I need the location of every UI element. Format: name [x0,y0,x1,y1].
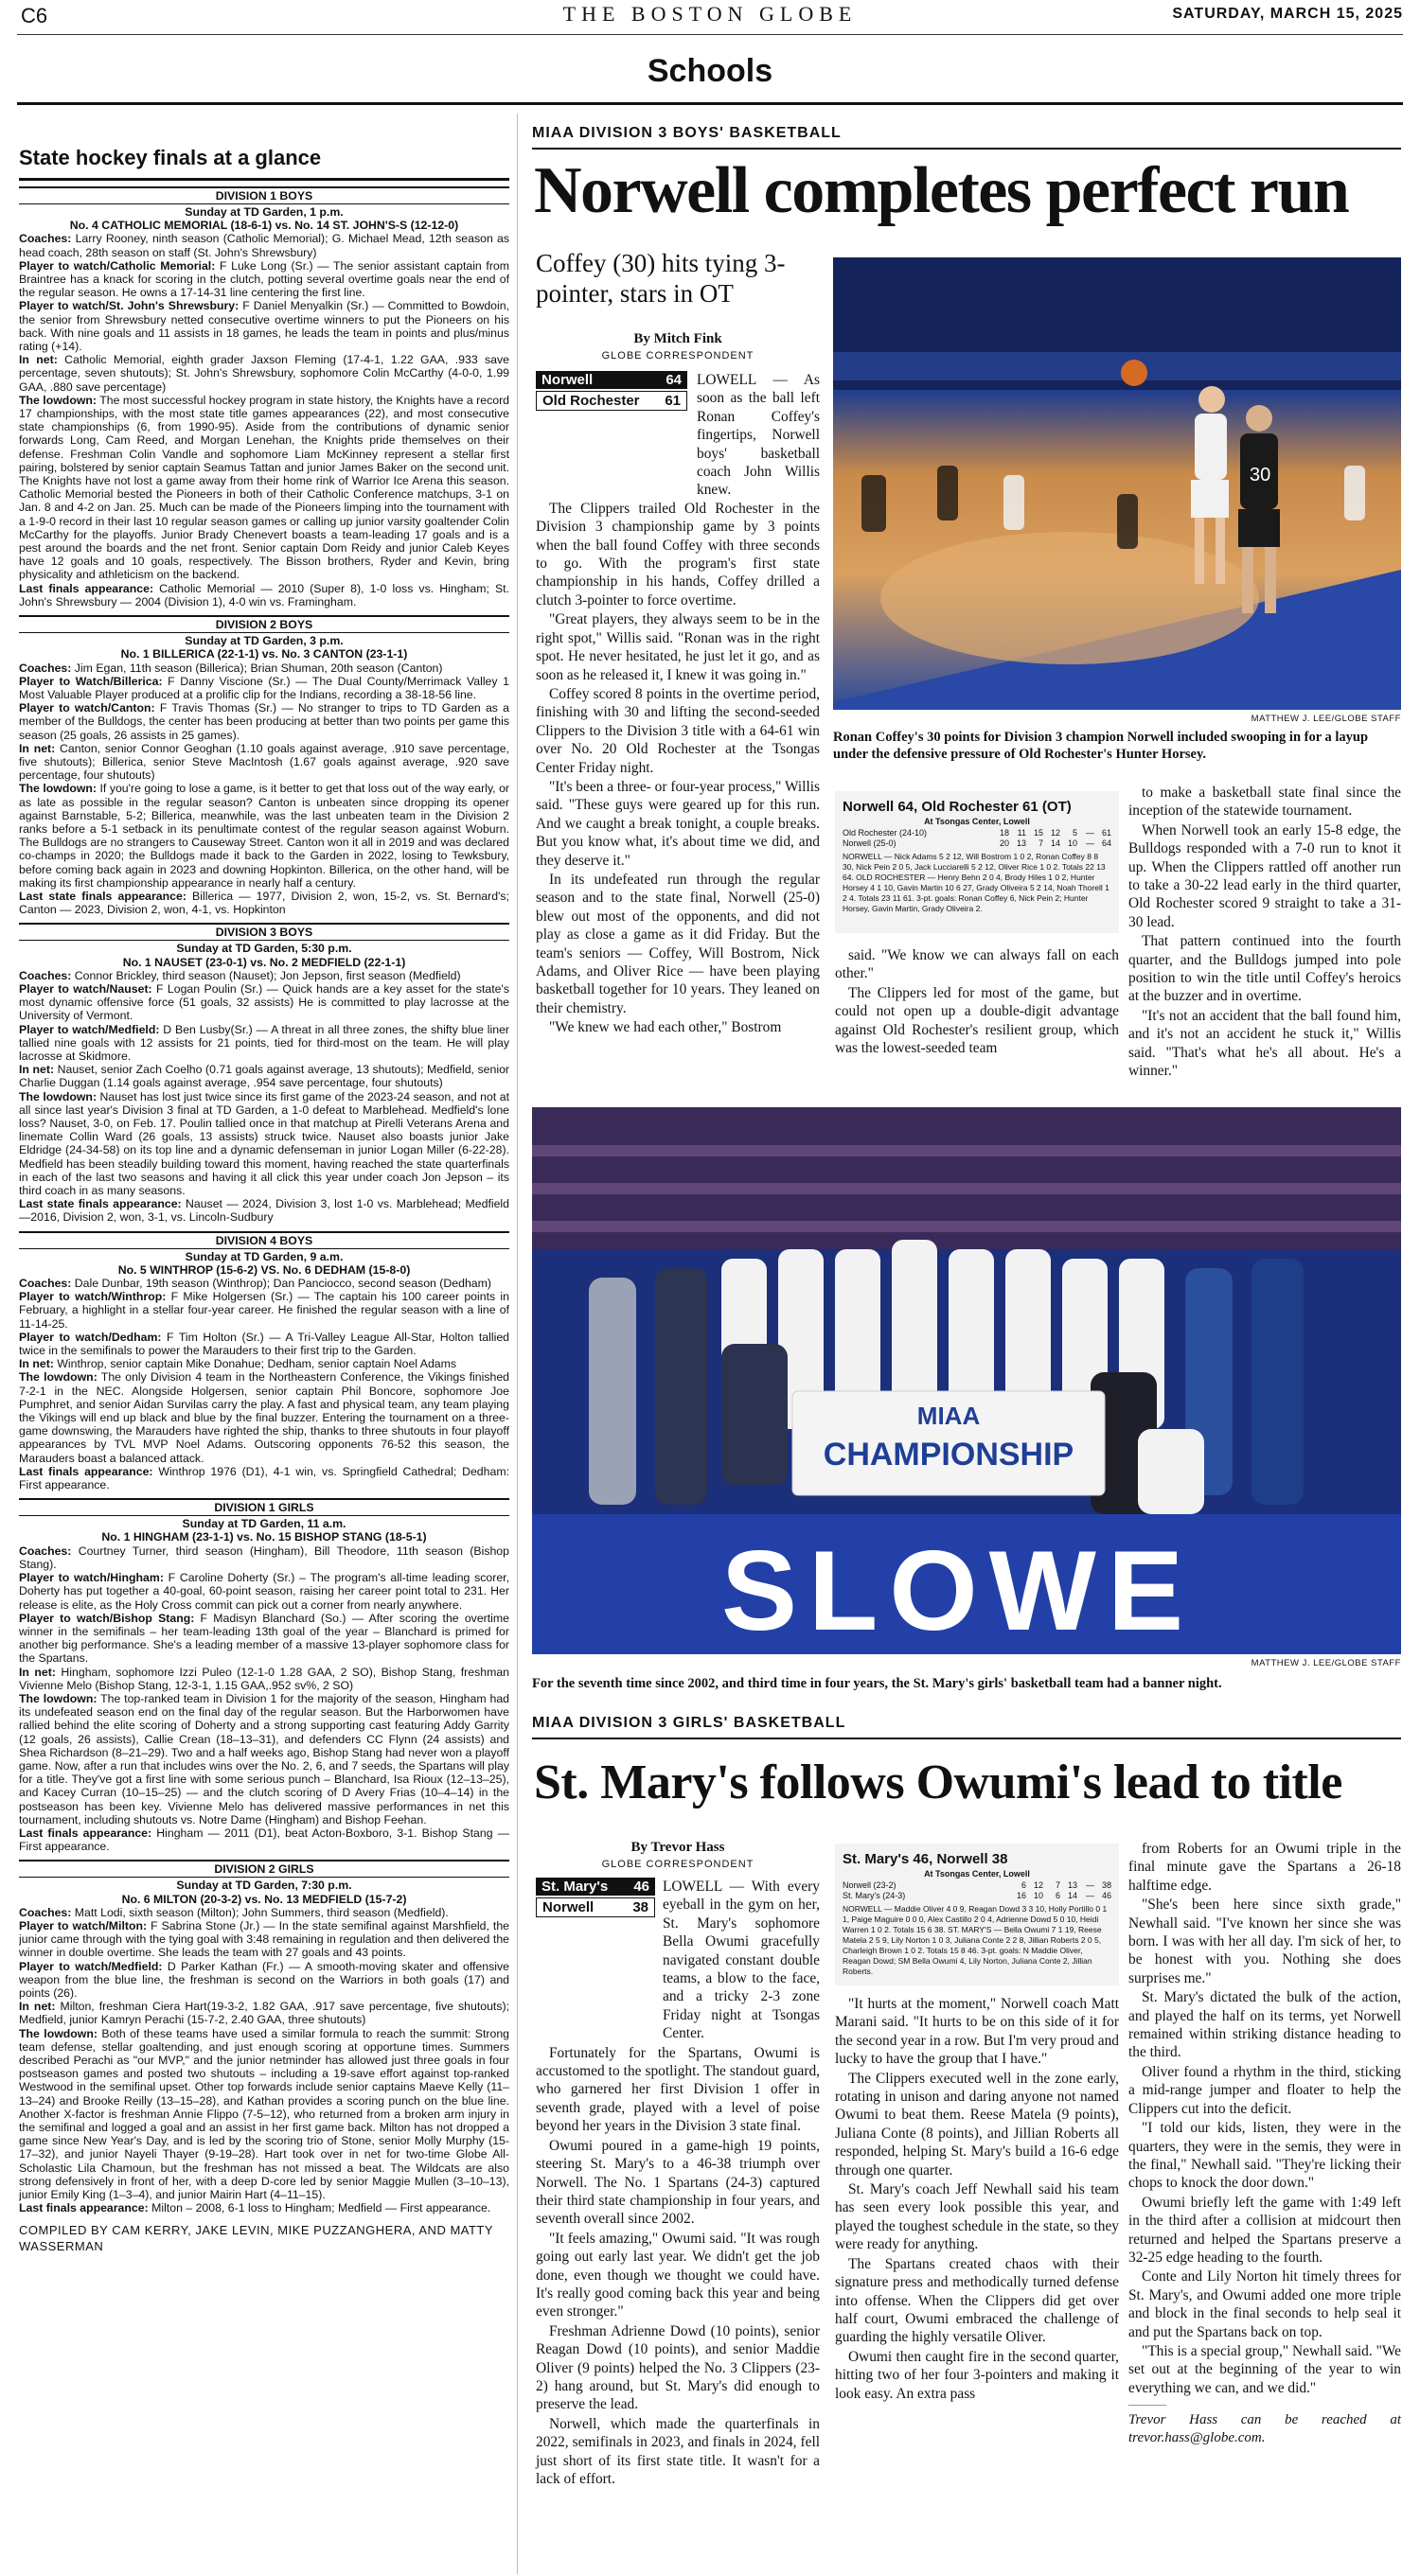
body-paragraph: Fortunately for the Spartans, Owumi is accustomed to the spotlight. The standout guard, who garnered her first Division 1 offer in seventh grade, played with a level of poise beyond her years in the Division 3 state final. [536,2044,820,2135]
box-cell: Norwell (23-2) [843,1880,896,1890]
girls-kicker: MIAA DIVISION 3 GIRLS' BASKETBALL [532,1715,846,1731]
paragraph-label: The lowdown: [19,1691,98,1705]
box-title: St. Mary's 46, Norwell 38 [843,1851,1008,1867]
box-cell: 61 [1101,828,1111,838]
box-cell: — [1086,828,1094,838]
box-location: At Tsongas Center, Lowell [924,817,1030,826]
paragraph-text: Billerica — 1977, Division 2, won, 15-2, vs. St. Bernard's; Canton — 2023, Division 2, won, 4-1, vs. Hopkinton [19,889,509,917]
body-paragraph: St. Mary's dictated the bulk of the action, and played the half on its terms, yet Norwell remained within striking distance heading to the third. [1128,1989,1401,2061]
box-cell: 6 [1021,1880,1026,1890]
paragraph-label: Player to watch/Dedham: [19,1330,162,1344]
division-paragraph [19,394,509,582]
box-notes: NORWELL — Nick Adams 5 2 12, Will Bostrom 1 0 2, Ronan Coffey 8 8 30, Nick Pein 2 0 5, Jack Lucciarelli 5 2 12, Oliver Rice 1 0 2. Totals 22 13 64. OLD ROCHESTER — Henry Behn 2 0 4, Brody Hiles 1 0 2, Hunter Horsey 4 1 10, Gavin Martin 10 6 27, Grady Oliveira 5 2 14, Noah Thorell 1 2 4. Totals 23 11 61. 3-pt. goals: Ronan Coffey 6, Nick Pein 2; Hunter Horsey, Gavin Martin, Grady Oliveira 2. [843,852,1109,913]
box-cell: 38 [1101,1880,1111,1890]
body-paragraph: In its undefeated run through the regular season and to the state final, Norwell (25-0) blew out most of the opponents, and did not play as close a game as it did Friday. But the team's seniors — Coffey, Will Bostrom, Nick Adams, and Oliver Rice — have been playing basketball together for 10 years. They leaned on their chemistry. [536,871,820,1016]
paragraph-text: F Daniel Menyalkin (Sr.) — Committed to Bowdoin, the senior from Shrewsbury netted consecutive overtime winners to put the Pioneers on his back. With nine goals and 11 assists in 18 games, he leads the team in points and plus/minus rating (+14). [19,299,509,354]
division-header: DIVISION 1 BOYS [19,186,509,204]
division-paragraph [19,2000,509,2026]
paragraph-label: Player to watch/Winthrop: [19,1290,167,1304]
division-paragraph [19,1960,509,2001]
paragraph-label: Player to watch/Medfield: [19,1022,160,1036]
score-row-winner: Norwell 64 [536,371,687,389]
box-cell: 10 [1067,838,1077,848]
body-paragraph: Owumi briefly left the game with 1:49 left in the third after a collision at midcourt then returned and helped the Spartans preserve a 32-25 edge heading to the fourth. [1128,2194,1401,2266]
division-paragraph [19,1692,509,1826]
box-cell: 12 [1033,1880,1043,1890]
hockey-title: State hockey finals at a glance [19,142,509,181]
team-photo-caption: For the seventh time since 2002, and third time in four years, the St. Mary's girls' basketball team had a banner night. [532,1676,1222,1691]
matchup: No. 1 BILLERICA (22-1-1) vs. No. 3 CANTON (23-1-1) [120,647,408,662]
body-paragraph: The Clippers led for most of the game, but could not open up a double-digit advantage against Old Rochester's resilient group, which was the lowest-seeded team [835,984,1119,1057]
paragraph-text: Catholic Memorial — 2010 (Super 8), 1-0 loss vs. Hingham; St. John's Shrewsbury — 2004 (Division 1), 4-0 win vs. Framingham. [19,581,509,609]
body-paragraph: "It feels amazing," Owumi said. "It was rough going out early last year. We didn't get the job done, even though we thought we could have. It's really good coming back this year and being even stronger." [536,2230,820,2320]
box-cell: — [1086,1880,1094,1890]
boys-box-score [835,791,1119,933]
paragraph-label: The lowdown: [19,1370,98,1385]
box-cell: 5 [1072,828,1077,838]
box-title: Norwell 64, Old Rochester 61 (OT) [843,799,1072,815]
body-paragraph: The Clippers trailed Old Rochester in the Division 3 championship game by 3 points when the ball found Coffey with three seconds to go. With the program's first state championship in his hands, Coffey drilled a clutch 3-pointer to force overtime. [536,500,820,609]
paragraph-text: Nauset — 2024, Division 3, lost 1-0 vs. Marblehead; Medfield —2016, Division 2, won, 3-1, vs. Lincoln-Sudbury [19,1197,509,1225]
boys-photo-credit: MATTHEW J. LEE/GLOBE STAFF [1251,714,1401,724]
division-paragraph [19,582,509,609]
division-header: DIVISION 3 BOYS [19,923,509,941]
box-line [843,838,1111,849]
division-paragraph [19,742,509,783]
division-header: DIVISION 2 BOYS [19,615,509,633]
game-time: Sunday at TD Garden, 1 p.m. [185,205,344,219]
division-paragraph [19,1357,509,1370]
girls-headline: St. Mary's follows Owumi's lead to title [534,1756,1342,1809]
boys-byline-role: GLOBE CORRESPONDENT [601,350,754,362]
box-cell: — [1086,1891,1094,1900]
box-line [843,828,1111,838]
box-cell: 20 [999,838,1009,848]
paragraph-label: The lowdown: [19,393,97,407]
girls-kicker-rule [532,1738,1401,1739]
paragraph-text: The top-ranked team in Division 1 for the majority of the season, Hingham had its undefeated season end on the final day of the regular season. But the Harborwomen have rallied behind the elite scoring of Doherty and a strong supporting cast featuring Addy Garrity (12 goals, 26 assists), Callie Crean (18–13–31), and defenders CC Flynn (24 assists) and Shea Richardson (8–21–29). Two and a half weeks ago, Bishop Stang had never won a playoff game. Now, after a run that includes wins over the No. 2, 6, and 7 seeds, the Spartans will play for a title. They've got a first line with some serious punch – Blanchard, Isa Rioux (12–13–25), and Kacey Curran (10–15–25) — and the clutch scoring of D Avery Frias (10–4–14) in the postseason has been key. Vivienne Melo has delivered massive performances in net this tournament, including shutouts vs. Notre Dame (Hingham) and Bishop Feehan. [19,1691,509,1826]
body-paragraph: "I told our kids, listen, they were in the quarters, they were in the semis, they were in the final," Newhall said. "They're licking their chops to knock the door down." [1128,2120,1401,2192]
division-block [19,186,509,609]
division-header: DIVISION 4 BOYS [19,1231,509,1249]
paragraph-text: Nauset has lost just twice since its first game of the 2023-24 season, and not at all since last year's Division 3 final at TD Garden, a 1-0 defeat to Marblehead. Medfield's lone loss? Nauset, 3-0, on Feb. 17. Poulin tallied once in that matchup at Pirelli Veterans Arena and linemate Collin Ward (26 goals, 13 assists) struck twice. Nauset also boasts junior Jake Eldridge (24-34-58) on its top line and a dynamic defenseman in junior Logan Miller (6-22-28). Medfield has been steadily building toward this moment, having reached the state quarterfinals in each of the last two seasons and having it all click this year under coach Jon Jepson – its third coach in as many seasons. [19,1089,509,1198]
division-paragraph [19,2027,509,2202]
box-cell: 10 [1033,1891,1043,1900]
paragraph-text: Matt Lodi, sixth season (Milton); John Summers, third season (Medfield). [71,1905,449,1919]
paragraph-label: Last finals appearance: [19,581,154,595]
paragraph-text: Both of these teams have used a similar formula to reach the summit: Strong team defense, stellar goaltending, and just enough scoring at opportune times. Summers described Perachi as "our MVP," and the junior netminder has allowed just three goals in four postseason games and posted two shutouts – including a 19-save effort against top-ranked Westwood in the semifinal upset. Other top forwards include senior captains Maeve Kelly (11–13–24) and Brooke Reilly (13–15–28), and Kathan provides a scoring punch on the blue line. Another X-factor is freshman Annie Flippo (7-5–12), who returned from a broken arm injury in the semifinal and logged a goal and an assist in her first game back. Milton has not dropped a game since New Year's Day, and is led by the scoring trio of Stone, senior Molly Murphy (15-17–32), and junior Nayeli Thayer (9-19–28). Hart took over in net for two-time Globe All-Scholastic Lila Chamoun, but the freshman has not missed a beat. The Wildcats are also strong defensively in front of her, with a deep D-core led by senior Maggie Mullen (3–10–13), junior Emily King (1–3–4), and junior Mairin Hart (4–11–15). [19,2026,509,2202]
girls-lead: LOWELL — With every eyeball in the gym on her, St. Mary's sophomore Bella Owumi gracefully navigated constant double teams, a blow to the face, and a tricky 2-3 zone Friday night at Tsongas Center. [663,1879,820,2042]
division-paragraph [19,232,509,258]
box-cell: Norwell (25-0) [843,838,896,848]
box-cell: 7 [1038,838,1043,848]
division-block [19,1231,509,1492]
body-paragraph: Owumi then caught fire in the second quarter, hitting two of her four 3-pointers and making it look easy. An extra pass [835,2348,1119,2402]
body-paragraph: Freshman Adrienne Dowd (10 points), senior Reagan Dowd (10 points), and senior Maddie Oliver (9 points) helped the No. 3 Clippers (23-2) hang around, but St. Mary's did enough to preserve the lead. [536,2322,820,2413]
paragraph-label: Player to watch/Bishop Stang: [19,1611,195,1625]
division-block [19,615,509,916]
compiled-by: COMPILED BY CAM KERRY, JAKE LEVIN, MIKE PUZZANGHERA, AND MATTY WASSERMAN [19,2223,493,2254]
paragraph-text: If you're going to lose a game, is it better to get that loss out of the way early, or as late as possible in the regular season? Canton is unbeaten since dropping its opener against Barnstable, 5-2; Billerica, meanwhile, was the last unbeaten team in the Division 2 ranks before a 5-1 setback in its penultimate contest of the regular season against Woburn. The Bulldogs are no strangers to Causeway Street. Canton won it all in 2019 and was declared co-champs in 2020; the Bulldogs made it back to the Garden in 2022, losing to Tewksbury, before coming back again in 2023 and downing Hopkinton. Billerica, on the other hand, will be making its first championship appearance in nearly half a century. [19,782,509,890]
player-black [1238,405,1280,613]
boys-photo-caption: Ronan Coffey's 30 points for Division 3 champion Norwell included swooping in for a layup under the defensive pressure of Old Rochester's Hunter Horsey. [833,730,1369,762]
paragraph-label: Last finals appearance: [19,1826,152,1840]
header-rule [17,34,1403,35]
body-paragraph: "It's been a three- or four-year process," Willis said. "These guys were geared up for this run. And we caught a break tonight, a couple breaks. But you know what, it's about time we did, and they deserve it." [536,778,820,869]
box-cell: 15 [1033,828,1043,838]
matchup: No. 6 MILTON (20-3-2) vs. No. 13 MEDFIELD (15-7-2) [121,1892,407,1906]
paragraph-text: Hingham, sophomore Izzi Puleo (12-1-0 1.28 GAA, 2 SO), Bishop Stang, freshman Vivienne Melo (Bishop Stang, 12-3-1, 1.15 GAA,.952 sv%, 2 SO) [19,1665,509,1692]
paragraph-label: Coaches: [19,661,72,675]
boys-body-col2 [835,946,1119,1058]
box-line [843,1880,1111,1891]
division-paragraph [19,1544,509,1571]
box-cell: 12 [1050,828,1060,838]
paragraph-label: Player to watch/Catholic Memorial: [19,258,216,273]
box-location: At Tsongas Center, Lowell [924,1869,1030,1879]
division-paragraph [19,982,509,1023]
paragraph-text: Milton – 2008, 6-1 loss to Hingham; Medfield — First appearance. [148,2201,491,2215]
body-paragraph: When Norwell took an early 15-8 edge, the Bulldogs responded with a 7-0 run to knot it up. When the Clippers rattled off another run to take a 30-22 lead early in the third quarter, Old Rochester scored 9 straight to take a 31-30 lead. [1128,821,1401,930]
team-celebration-photo [532,1107,1401,1654]
paragraph-label: Coaches: [19,1905,72,1919]
paragraph-label: Coaches: [19,1277,72,1291]
paragraph-text: The only Division 4 team in the Northeastern Conference, the Vikings finished 7-2-1 in the NEC. Alongside Holgersen, senior captain Phil Boncore, sophomore Joe Pumphret, and senior Aidan Survilas carry the play. A fast and physical team, any team playing the Vikings will end up black and blue by the final buzzer. Entering the tournament on a three-game downswing, the Marauders have righted the ship, thanks to three shutouts in four playoff appearances by TVL MVP Noel Adams. Outscoring opponents 76-52 this season, the Marauders boast a balanced attack. [19,1370,509,1465]
game-time: Sunday at TD Garden, 9 a.m. [185,1249,344,1263]
division-paragraph [19,1370,509,1464]
boys-kicker: MIAA DIVISION 3 BOYS' BASKETBALL [532,125,842,141]
boys-lead: LOWELL — As soon as the ball left Ronan Coffey's fingertips, Norwell boys' basketball coach John Willis knew. [697,372,820,499]
game-time: Sunday at TD Garden, 11 a.m. [182,1517,346,1531]
svg-text:30: 30 [1250,465,1271,485]
matchup: No. 1 HINGHAM (23-1-1) vs. No. 15 BISHOP STANG (18-5-1) [101,1530,427,1544]
division-header: DIVISION 2 GIRLS [19,1860,509,1878]
matchup: No. 5 WINTHROP (15-6-2) VS. No. 6 DEDHAM (15-8-0) [117,1262,411,1277]
girls-byline: By Trevor Hass [630,1840,725,1855]
paragraph-label: Last finals appearance: [19,1464,153,1478]
paragraph-text: F Caroline Doherty (Sr.) – The program's all-time leading scorer, Doherty has put together a 40-goal, 60-point season, raising her career point total to 231. Her release is elite, as the Holy Cross commit can pick out a corner from nearly anywhere. [19,1571,509,1612]
division-paragraph [19,299,509,353]
paragraph-text: D Parker Kathan (Fr.) — A smooth-moving skater and offensive weapon from the blue line, the freshman is second on the Warriors in both goals (17) and points (26). [19,1959,509,2000]
paragraph-text: D Ben Lusby(Sr.) — A threat in all three zones, the shifty blue liner tallied nine goals with 12 assists for 21 points, tied for third-most on the team. He will play lacrosse at Skidmore. [19,1022,509,1063]
paragraph-label: Coaches: [19,232,72,246]
girls-body-col3 [1128,1840,1401,2447]
division-header: DIVISION 1 GIRLS [19,1498,509,1516]
body-paragraph: The Clippers executed well in the zone early, rotating in unison and daring anyone not named Owumi to beat them. Reese Matela (9 points), Juliana Conte (8 points), and Jillian Roberts all responded, helping St. Mary's build a 16-6 edge through one quarter. [835,2070,1119,2179]
box-lines [843,1880,1111,1901]
boys-body-col1 [536,371,820,1038]
division-paragraph [19,675,509,701]
body-paragraph: Coffey scored 8 points in the overtime period, finishing with 30 and lifting the second-seeded Clippers to the Division 3 title with a 64-61 win over No. 20 Old Rochester at the Tsongas Center Friday night. [536,685,820,776]
hockey-finals-sidebar [19,142,509,2565]
box-cell: 13 [1067,1880,1077,1890]
paragraph-text: F Luke Long (Sr.) — The senior assistant captain from Braintree has a knack for scoring in the clutch, potting several overtime goals near the end of the regular season. He owns a 17-14-31 line centering the first line. [19,258,509,300]
body-paragraph: Owumi poured in a game-high 19 points, steering St. Mary's to a 46-38 triumph over Norwell. The No. 1 Spartans (24-3) captured their third state championship in four years, and seventh overall since 2002. [536,2137,820,2228]
division-block [19,1860,509,2214]
section-title: Schools [647,53,773,89]
division-paragraph [19,1063,509,1089]
paragraph-label: In net: [19,353,58,367]
division-paragraph [19,1919,509,1960]
paragraph-text: F Mike Holgersen (Sr.) — The captain his 100 career points in February, a highlight in a stellar four-year career. He finished the regular season with a line of 11-14-25. [19,1290,509,1331]
game-time: Sunday at TD Garden, 7:30 p.m. [176,1879,352,1893]
author-note: Trevor Hass can be reached at trevor.hass@globe.com. [1128,2412,1401,2446]
body-paragraph: "This is a special group," Newhall said. "We set out at the beginning of the year to win everything we can, and we did." [1128,2342,1401,2396]
kicker-rule [532,148,1401,150]
paragraph-label: Last state finals appearance: [19,889,186,903]
body-paragraph: from Roberts for an Owumi triple in the final minute gave the Spartans a 26-18 halftime edge. [1128,1841,1401,1894]
score-row-winner: St. Mary's 46 [536,1878,655,1896]
box-cell: 14 [1050,838,1060,848]
body-paragraph: "Great players, they always seem to be in the right spot," Willis said. "Ronan was in the right spot. He never hesitated, he just let it go, and as soon as he released it, I knew it was going in." [536,611,820,683]
box-cell: 14 [1067,1891,1077,1900]
division-paragraph [19,1023,509,1064]
column-divider [517,114,518,2574]
box-cell: 7 [1055,1880,1060,1890]
paragraph-label: The lowdown: [19,1089,98,1103]
matchup: No. 4 CATHOLIC MEMORIAL (18-6-1) vs. No. 14 ST. JOHN'S-S (12-12-0) [69,219,459,233]
division-paragraph [19,1666,509,1692]
paragraph-text: Jim Egan, 11th season (Billerica); Brian Shuman, 20th season (Canton) [71,661,443,675]
paragraph-text: Dale Dunbar, 19th season (Winthrop); Dan Panciocco, second season (Dedham) [71,1277,491,1291]
body-paragraph: to make a basketball state final since the inception of the statewide tournament. [1128,785,1401,820]
paragraph-label: In net: [19,1665,56,1679]
division-paragraph [19,1612,509,1666]
score-row-loser: Old Rochester 61 [536,391,687,411]
division-paragraph [19,1571,509,1612]
box-cell: 11 [1017,828,1026,838]
paragraph-text: F Madisyn Blanchard (So.) — After scoring the overtime winner in the semifinals – her team-leading 13th goal of the year – Blanchard is primed for another big performance. She's a leading member of a massive 13-player sophomore class for the Spartans. [19,1611,509,1666]
paragraph-label: In net: [19,741,56,755]
division-paragraph [19,701,509,742]
paragraph-text: F Sabrina Stone (Jr.) — In the state semifinal against Marshfield, the junior came through with the tying goal with 3:48 remaining in regulation and then delivered the winner in double overtime. She leads the team with 27 goals and 43 points. [19,1918,509,1960]
banner-top-text: MIAA [916,1402,981,1430]
paragraph-label: Player to Watch/Billerica: [19,674,163,688]
banner-main-text: CHAMPIONSHIP [823,1437,1074,1473]
box-cell: 6 [1055,1891,1060,1900]
division-paragraph [19,1331,509,1357]
box-cell: 16 [1016,1891,1026,1900]
division-block [19,1498,509,1853]
paragraph-text: Larry Rooney, ninth season (Catholic Memorial); G. Michael Mead, 12th season as head coach, 28th season on staff (St. John's Shrewsbury) [19,232,509,259]
paragraph-label: Player to watch/Medfield: [19,1959,163,1973]
body-paragraph: That pattern continued into the fourth quarter, and the Bulldogs jumped into pole position to win the title until Coffey's heroics at the buzzer and in overtime. [1128,933,1401,1005]
division-paragraph [19,1826,509,1853]
paragraph-label: Player to watch/Canton: [19,701,155,715]
box-cell: 46 [1101,1891,1111,1900]
paragraph-text: Canton, senior Connor Geoghan (1.10 goals against average, .910 save percentage, five shutouts); Billerica, senior Steve MacIntosh (1.67 goals against average, .920 save percentage, four shutouts) [19,741,509,783]
boys-action-photo [833,257,1401,710]
paragraph-text: F Danny Viscione (Sr.) — The Dual County/Merrimack Valley 1 Most Valuable Player produced at a prolific clip for the Indians, recording a 38-18-56 line. [19,674,509,701]
division-paragraph [19,782,509,890]
box-line [843,1891,1111,1901]
paragraph-text: Courtney Turner, third season (Hingham), Bill Theodore, 11th season (Bishop Stang). [19,1544,509,1571]
body-paragraph: "We knew we had each other," Bostrom [549,1019,782,1036]
paragraph-text: Connor Brickley, third season (Nauset); Jon Jepson, first season (Medfield) [71,968,461,982]
paragraph-text: F Logan Poulin (Sr.) — Quick hands are a key asset for the state's most dynamic offensive force (51 goals, 32 assists) He is committed to play lacrosse at the University of Vermont. [19,981,509,1023]
masthead: THE BOSTON GLOBE [562,2,858,26]
division-paragraph [19,353,509,394]
girls-byline-role: GLOBE CORRESPONDENT [601,1859,754,1870]
division-paragraph [19,1277,509,1290]
division-paragraph [19,1906,509,1919]
division-paragraph [19,259,509,300]
paragraph-text: F Travis Thomas (Sr.) — No stranger to trips to TD Garden as a member of the Bulldogs, the center has been producing at better than two points per game this season (25 goals, 26 assists in 25 games). [19,701,509,742]
paragraph-label: Coaches: [19,968,72,982]
paragraph-label: Player to watch/Milton: [19,1918,148,1932]
division-block [19,923,509,1224]
division-paragraph [19,1090,509,1198]
body-paragraph: "It hurts at the moment," Norwell coach Matt Marani said. "It hurts to be on this side of it for the second year in a row. But I'm very proud and lucky to have the group that I have." [835,1996,1119,2068]
score-row-loser: Norwell 38 [536,1897,655,1917]
paragraph-text: F Tim Holton (Sr.) — A Tri-Valley League All-Star, Holton tallied twice in the semifinals to power the Marauders to their first trip to the Garden. [19,1330,509,1358]
box-cell: 18 [999,828,1009,838]
boys-deck: Coffey (30) hits tying 3-pointer, stars in OT [536,249,786,308]
paragraph-label: Coaches: [19,1544,72,1558]
paragraph-label: The lowdown: [19,2026,98,2040]
box-cell: 64 [1101,838,1111,848]
paragraph-label: Player to watch/Hingham: [19,1571,164,1585]
paragraph-text: Milton, freshman Ciera Hart(19-3-2, 1.82 GAA, .917 save percentage, five shutouts); Medfield, junior Kamryn Perachi (15-7-2, 2.40 GAA, three shutouts) [19,2000,509,2027]
paragraph-label: In net: [19,2000,56,2014]
paragraph-text: Catholic Memorial, eighth grader Jaxson Fleming (17-4-1, 1.22 GAA, .933 save percentage, seven shutouts); St. John's Shrewsbury, sophomore Colin McCarthy (4-0-0, 1.99 GAA, .880 save percentage) [19,353,509,394]
division-paragraph [19,662,509,675]
championship-banner [792,1391,1105,1495]
floor-lettering: SLOWE [721,1527,1195,1654]
division-paragraph [19,2201,509,2214]
box-cell: St. Mary's (24-3) [843,1891,906,1900]
team-photo-credit: MATTHEW J. LEE/GLOBE STAFF [1251,1658,1401,1668]
division-paragraph [19,1465,509,1491]
paragraph-label: Player to watch/Nauset: [19,981,152,996]
paragraph-text: Hingham — 2011 (D1), beat Acton-Boxboro, 3-1. Bishop Stang — First appearance. [19,1826,509,1854]
division-list [19,186,509,2214]
division-paragraph [19,969,509,982]
paragraph-text: The most successful hockey program in state history, the Knights have a record 17 championships, with the most state title games appearances (22), and most consecutive state championships (6, from 1990-95). Aside from the contributions of dynamic senior forwards Long, Cam Reed, and Morgan Lenehan, the Knights pride themselves on their defense. Freshman Colin Vandle and sophomore Liam McKinney represent a stellar first pairing, bolstered by senior captain Seamus Tattan and junior James Baker on the second unit. The Knights have not lost a game away from their home rink of Warrior Ice Arena this season. Catholic Memorial bested the Pioneers in both of their Catholic Conference matchups, 3-1 on Jan. 8 and 4-2 on Jan. 25. Much can be made of the Pioneers limping into the tournament with a 1-9-0 record in their last 10 regular season games or calling up junior varsity goaltender Colin McCarthy for the playoffs. Junior Brady Chenevert boasts a team-leading 17 goals and is a pest around the boards and the net front. Senior captain Dom Reidy and junior Caleb Keyes have 12 goals and 10 goals, respectively. The Bisson brothers, Ryder and Kevin, bring physicality and athleticism on the backend. [19,393,509,582]
box-cell: 13 [1016,838,1026,848]
body-paragraph: The Spartans created chaos with their signature press and methodically turned defense into offense. When the Clippers did get over half court, Owumi embraced the challenge of guarding the highly versatile Oliver. [835,2255,1119,2346]
body-paragraph: "She's been here since sixth grade," Newhall said. "I've known her since she was born. I was with her all day. I'm sick of her, to be honest with you. Nothing she does surprises me." [1128,1897,1401,1986]
box-cell: — [1086,838,1094,848]
paragraph-text: Winthrop 1976 (D1), 4-1 win, vs. Springfield Cathedral; Dedham: First appearance. [19,1464,509,1492]
paragraph-label: In net: [19,1063,55,1077]
girls-body-col1 [536,1878,820,2489]
paragraph-label: Last finals appearance: [19,2201,149,2215]
girls-body-col2 [835,1995,1119,2404]
box-lines [843,828,1111,849]
paragraph-text: Nauset, senior Zach Coelho (0.71 goals against average, 13 shutouts); Medfield, senior Charlie Duggan (1.14 goals against average, .954 save percentage, four shutouts) [19,1063,509,1090]
page-number: C6 [21,4,48,27]
page-date: SATURDAY, MARCH 15, 2025 [1172,6,1403,22]
body-paragraph: "It's not an accident that the ball found him, and it's not an accident he stuck it," Willis said. "That's what he's all about. He's a winner." [1128,1007,1401,1080]
basketball [1121,360,1147,386]
matchup: No. 1 NAUSET (23-0-1) vs. No. 2 MEDFIELD (22-1-1) [122,955,406,969]
box-cell: Old Rochester (24-10) [843,828,928,838]
division-paragraph [19,1290,509,1331]
box-notes: NORWELL — Maddie Oliver 4 0 9, Reagan Dowd 3 3 10, Holly Portillo 0 1 1, Paige Maguire 0 0 0, Alex Castillo 2 0 4, Adrienne Dowd 5 0 10, Heidi Warren 1 0 2. Totals 15 6 38. ST. MARY'S — Bella Owumi 7 1 19, Reese Matela 2 5 9, Lily Norton 1 0 3, Juliana Conte 2 2 8, Jillian Roberts 2 0 5, Charleigh Brown 1 0 2. Totals 15 8 46. 3-pt. goals: N Maddie Oliver, Reagan Dowd; SM Bella Owumi 4, Lily Norton, Juliana Conte 2, Jillian Roberts. [843,1904,1108,1976]
division-paragraph [19,890,509,916]
body-paragraph: Oliver found a rhythm in the third, sticking a mid-range jumper and floater to help the Clippers cut into the deficit. [1128,2063,1401,2117]
girls-box-score [835,1844,1119,1985]
division-paragraph [19,1197,509,1224]
body-paragraph: St. Mary's coach Jeff Newhall said his team has seen every look possible this year, and played the toughest schedule in the state, so they were ready for anything. [835,2181,1119,2253]
paragraph-label: In net: [19,1357,54,1371]
paragraph-label: Player to watch/St. John's Shrewsbury: [19,299,240,313]
paragraph-label: Last state finals appearance: [19,1197,182,1211]
game-time: Sunday at TD Garden, 5:30 p.m. [176,942,352,956]
paragraph-text: Winthrop, senior captain Mike Donahue; Dedham, senior captain Noel Adams [53,1357,457,1371]
boys-body-col3 [1128,784,1401,1082]
body-paragraph: Norwell, which made the quarterfinals in 2022, semifinals in 2023, and finals in 2024, fell just short of its first state title. It wasn't for a lack of effort. [536,2415,820,2487]
game-time: Sunday at TD Garden, 3 p.m. [185,634,344,648]
paragraph-label: The lowdown: [19,782,98,796]
body-paragraph: Conte and Lily Norton hit timely threes for St. Mary's, and Owumi added one more triple and block in the final seconds to help seal it and put the Spartans back on top. [1128,2268,1401,2340]
boys-headline: Norwell completes perfect run [534,154,1349,227]
section-rule [17,102,1403,105]
boys-byline: By Mitch Fink [633,331,722,346]
body-paragraph: said. "We know we can always fall on each other." [835,947,1119,982]
